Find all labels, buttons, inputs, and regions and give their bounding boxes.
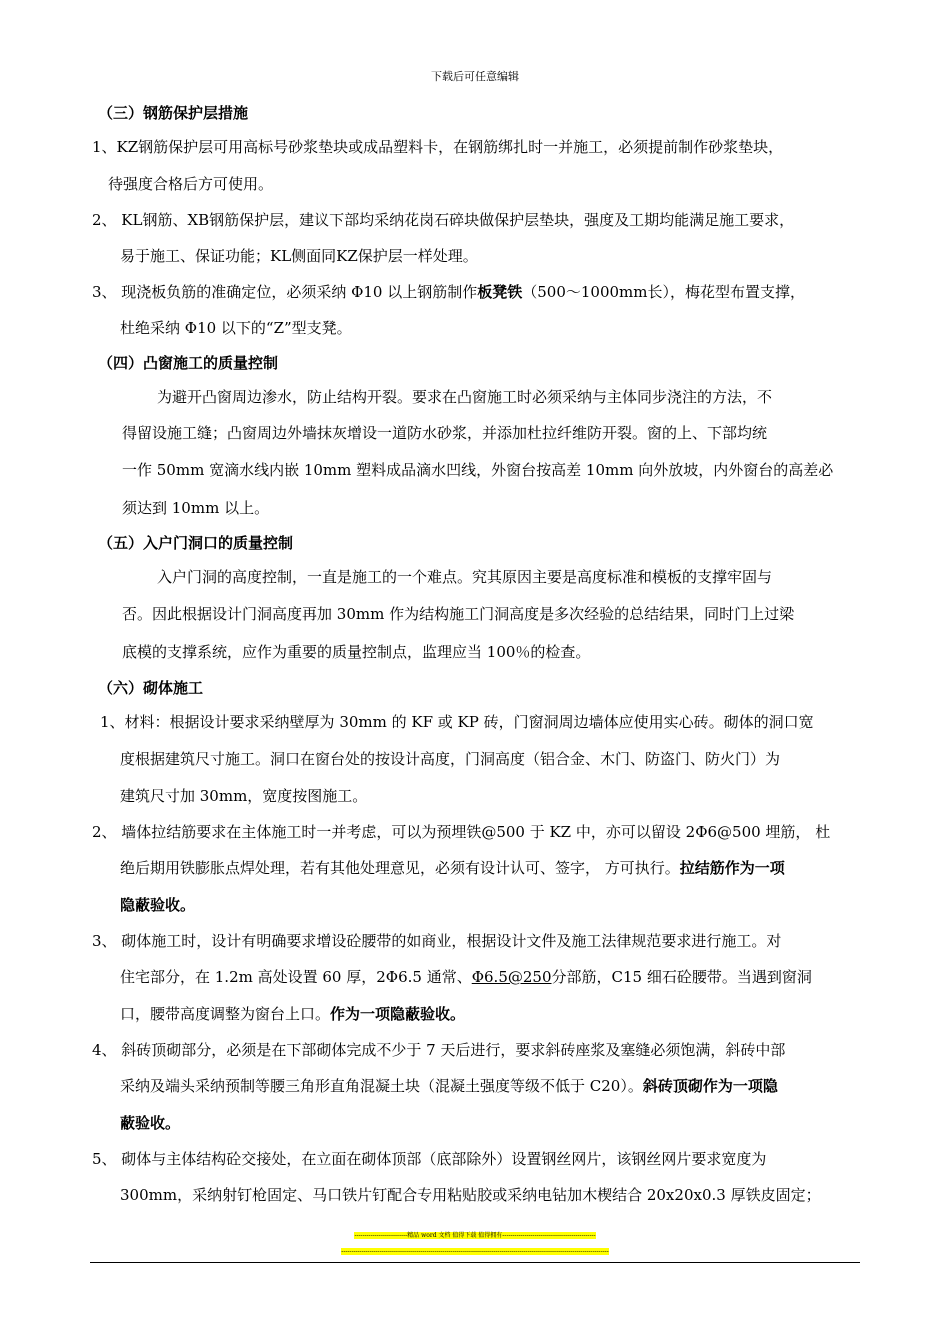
s3-item1-line1: 1、KZ钢筋保护层可用高标号砂浆垫块或成品塑料卡，在钢筋绑扎时一并施工，必须提前制作砂浆垫块， [92, 138, 784, 156]
s6-item2-line2 [120, 858, 785, 878]
s6-item1-line2: 度根据建筑尺寸施工。洞口在窗台处的按设计高度，门洞高度（铝合金、木门、防盗门、防火门）为 [120, 750, 781, 768]
footer-banner-line2 [0, 1244, 950, 1260]
s6-item4-text-a: 采纳及端头采纳预制等腰三角形直角混凝土块（混凝土强度等级不低于 C20）。 [120, 1077, 643, 1095]
s4-para-line1: 为避开凸窗周边渗水，防止结构开裂。要求在凸窗施工时必须采纳与主体同步浇注的方法，不 [157, 388, 773, 406]
s5-para-line2: 否。因此根据设计门洞高度再加 30mm 作为结构施工门洞高度是多次经验的总结结果，同时门上过梁 [122, 605, 795, 623]
s6-item5-line1: 5、 砌体与主体结构砼交接处，在立面在砌体顶部（底部除外）设置钢丝网片，该钢丝网片要求宽度为 [92, 1150, 767, 1168]
s6-item3-line2 [120, 967, 812, 987]
s3-item3-text-a: 3、 现浇板负筋的准确定位，必须采纳 Φ10 以上钢筋制作 [92, 283, 478, 301]
s5-para-line3: 底模的支撑系统，应作为重要的质量控制点，监理应当 100％的检查。 [122, 643, 591, 661]
s3-item3-bold-term: 板凳铁 [477, 283, 523, 301]
s6-item2-text-a: 绝后期用铁膨胀点焊处理，若有其他处理意见，必须有设计认可、签字， 方可执行。 [120, 859, 680, 877]
s3-item1-line2: 待强度合格后方可使用。 [108, 175, 274, 193]
footer-banner-line1 [0, 1228, 950, 1244]
section-6-heading: （六）砌体施工 [98, 679, 204, 697]
s6-item3-text-d: 口，腰带高度调整为窗台上口。 [120, 1005, 331, 1023]
header-note: 下载后可任意编辑 [431, 70, 519, 83]
s5-para-line1: 入户门洞的高度控制，一直是施工的一个难点。究其原因主要是高度标准和模板的支撑牢固与 [157, 568, 773, 586]
s3-item2-line1: 2、 KL钢筋、XB钢筋保护层，建议下部均采纳花岗石碎块做保护层垫块，强度及工期均能满足施工要求， [92, 211, 795, 229]
section-3-heading: （三）钢筋保护层措施 [98, 104, 249, 122]
s6-item1-line1: 1、材料：根据设计要求采纳壁厚为 30mm 的 KF 或 KP 砖，门窗洞周边墙体应使用实心砖。砌体的洞口宽 [100, 713, 814, 731]
s6-item3-underlined-spec: Φ6.5@250 [471, 968, 552, 986]
s3-item2-line2: 易于施工、保证功能；KL侧面同KZ保护层一样处理。 [120, 247, 478, 265]
s3-item3-text-c: （500～1000mm长），梅花型布置支撑， [522, 283, 806, 301]
section-5-heading: （五）入户门洞口的质量控制 [98, 534, 294, 552]
footer-banner-text-1: --------------------------精品 word 文档 值得下载 值得拥有---------------------------------------------- [354, 1232, 596, 1239]
s6-item4-line1: 4、 斜砖顶砌部分，必须是在下部砌体完成不少于 7 天后进行，要求斜砖座浆及塞缝必须饱满，斜砖中部 [92, 1041, 786, 1059]
s4-para-line2: 得留设施工缝；凸窗周边外墙抹灰增设一道防水砂浆，并添加杜拉纤维防开裂。窗的上、下部均统 [122, 424, 768, 442]
s6-item3-line3 [120, 1004, 465, 1024]
s6-item2-line1: 2、 墙体拉结筋要求在主体施工时一并考虑，可以为预埋铁@500 于 KZ 中，亦可以留设 2Φ6@500 埋筋， 杜 [92, 823, 831, 841]
s6-item5-line2: 300mm，采纳射钉枪固定、马口铁片钉配合专用粘贴胶或采纳电钻加木楔结合 20x20x0.3 厚铁皮固定； [120, 1186, 821, 1204]
s6-item3-text-c: 分部筋，C15 细石砼腰带。当遇到窗洞 [551, 968, 812, 986]
s6-item4-bold: 斜砖顶砌作为一项隐 [642, 1077, 778, 1095]
s6-item1-line3: 建筑尺寸加 30mm，宽度按图施工。 [120, 787, 368, 805]
footer-banner-text-2: ------------------------------------------------------------------------------------------------------------------------------------ [341, 1248, 609, 1255]
bottom-rule [90, 1262, 860, 1263]
section-4-heading: （四）凸窗施工的质量控制 [98, 354, 279, 372]
s4-para-line4: 须达到 10mm 以上。 [122, 499, 270, 517]
s4-para-line3: 一作 50mm 宽滴水线内嵌 10mm 塑料成品滴水凹线，外窗台按高差 10mm 向外放坡，内外窗台的高差必 [122, 461, 834, 479]
s3-item3-line1 [92, 282, 805, 302]
s6-item2-bold-a: 拉结筋作为一项 [679, 859, 785, 877]
s3-item3-line2: 杜绝采纳 Φ10 以下的“Z”型支凳。 [120, 319, 352, 337]
s6-item3-text-a: 住宅部分，在 1.2m 高处设置 60 厚，2Φ6.5 通常、 [120, 968, 472, 986]
s6-item2-line3: 隐蔽验收。 [120, 896, 196, 914]
s6-item3-bold: 作为一项隐蔽验收。 [330, 1005, 466, 1023]
s6-item4-line2 [120, 1076, 778, 1096]
s6-item4-line3: 蔽验收。 [120, 1114, 181, 1132]
s6-item3-line1: 3、 砌体施工时，设计有明确要求增设砼腰带的如商业，根据设计文件及施工法律规范要求进行施工。对 [92, 932, 782, 950]
